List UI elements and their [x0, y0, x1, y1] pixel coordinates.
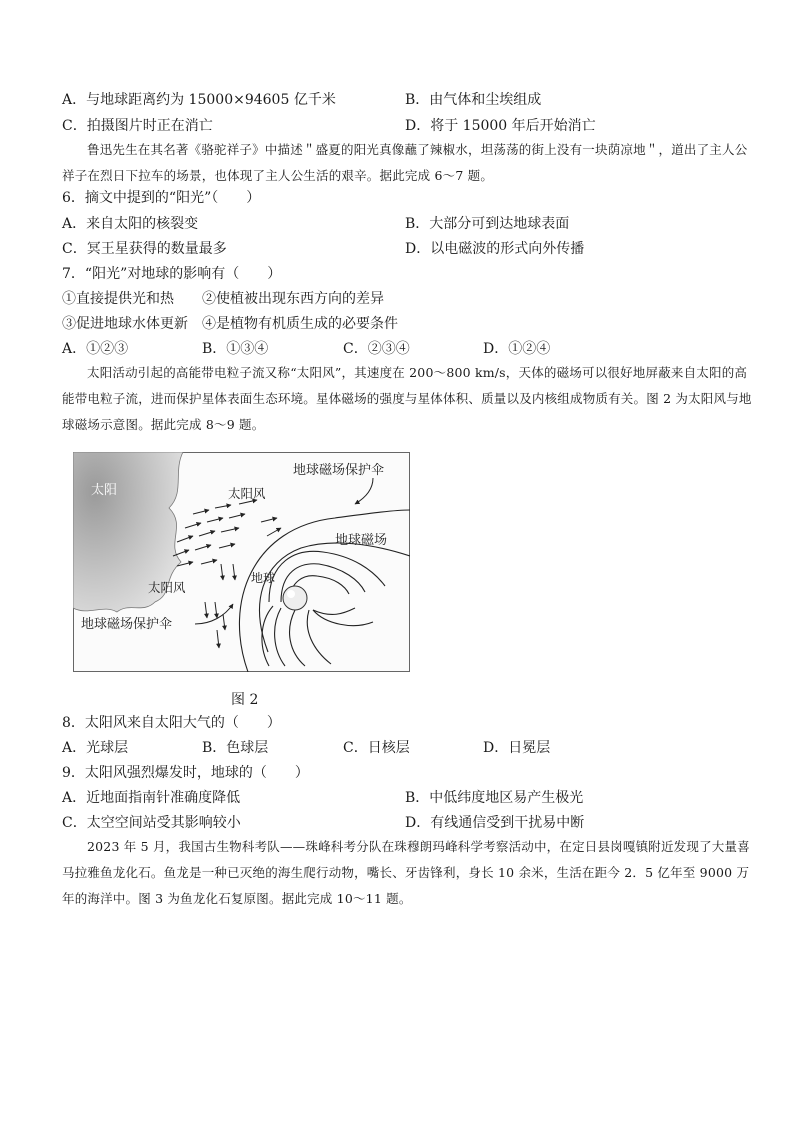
q6-option-b: B．大部分可到达地球表面: [405, 216, 570, 232]
q8-option-d: D．日冕层: [483, 740, 551, 756]
sun-label: 太阳: [91, 483, 118, 498]
q9-option-a: A．近地面指南针准确度降低: [62, 790, 241, 806]
q9-option-row-2: [62, 813, 585, 833]
q7-option-d: D．①②④: [483, 341, 551, 357]
q9-option-c: C．太空空间站受其影响较小: [62, 815, 241, 831]
q7-option-b: B．①③④: [202, 341, 269, 357]
q8-stem: 8．太阳风来自太阳大气的（ ）: [62, 715, 281, 731]
q8-option-c: C．日核层: [343, 740, 410, 756]
earth-circle: [283, 586, 307, 610]
q7-option-c: C．②③④: [343, 341, 410, 357]
solar-wind-label-bottom: 太阳风: [148, 580, 186, 595]
umbrella-label-bottom: 地球磁场保护伞: [81, 617, 173, 632]
passage-solar-wind: 太阳活动引起的高能带电粒子流又称“太阳风”，其速度在 200～800 km/s，天体的磁场可以很好地屏蔽来自太阳的高能带电粒子流，进而保护星体表面生态环境。星体磁场的强度与星体体积、质量以及内核组成物质有关。图 2 为太阳风与地球磁场示意图。据此完成 8～9 题。: [62, 365, 752, 432]
q8-option-a: A．光球层: [62, 740, 129, 756]
q6-stem: 6．摘文中提到的“阳光”（ ）: [62, 190, 261, 206]
umbrella-label-top: 地球磁场保护伞: [293, 463, 385, 478]
passage-ichthyosaur: 2023 年 5 月，我国古生物科考队——珠峰科考分队在珠穆朗玛峰科学考察活动中，在定日县岗嘎镇附近发现了大量喜马拉雅鱼龙化石。鱼龙是一种已灭绝的海生爬行动物，嘴长、牙齿锋利，身长 10 余米，生活在距今 2．5 亿年至 9000 万年的海洋中。图 3 为鱼龙化石复原图。据此完成 10～11 题。: [62, 839, 750, 906]
q6-option-row-1: [62, 214, 570, 234]
q5-option-row-1: [62, 90, 542, 110]
q5-option-a: A．与地球距离约为 15000×94605 亿千米: [62, 92, 336, 108]
q7-stem: 7．“阳光”对地球的影响有（ ）: [62, 266, 282, 282]
q9-option-d: D．有线通信受到干扰易中断: [405, 815, 585, 831]
passage-luxun: 鲁迅先生在其名著《骆驼祥子》中描述＂盛夏的阳光真像蘸了辣椒水，坦荡荡的街上没有一块荫凉地＂，道出了主人公祥子在烈日下拉车的场景，也体现了主人公生活的艰辛。据此完成 6～7 题。: [62, 142, 748, 183]
q5-option-d: D．将于 15000 年后开始消亡: [405, 118, 596, 134]
magnetic-field-label: 地球磁场: [335, 533, 388, 548]
q6-option-row-2: [62, 239, 585, 259]
q6-option-d: D．以电磁波的形式向外传播: [405, 241, 585, 257]
q5-option-c: C．拍摄图片时正在消亡: [62, 118, 213, 134]
q9-option-b: B．中低纬度地区易产生极光: [405, 790, 584, 806]
q7-option-row: [62, 339, 551, 359]
figure-solar-wind-magnetosphere: [73, 452, 410, 672]
q7-items-2: ③促进地球水体更新 ④是植物有机质生成的必要条件: [62, 316, 398, 332]
solar-wind-label-top: 太阳风: [228, 486, 266, 501]
q6-option-a: A．来自太阳的核裂变: [62, 216, 199, 232]
q7-items-1: ①直接提供光和热 ②使植被出现东西方向的差异: [62, 291, 384, 307]
q5-option-b: B．由气体和尘埃组成: [405, 92, 542, 108]
earth-label: 地球: [251, 571, 276, 585]
q5-option-row-2: [62, 116, 596, 136]
q9-stem: 9．太阳风强烈爆发时，地球的（ ）: [62, 765, 309, 781]
q9-option-row-1: [62, 788, 584, 808]
q8-option-b: B．色球层: [202, 740, 269, 756]
q8-option-row: [62, 738, 551, 758]
q7-option-a: A．①②③: [62, 341, 129, 357]
q6-option-c: C．冥王星获得的数量最多: [62, 241, 227, 257]
figure-caption: 图 2: [231, 692, 259, 708]
